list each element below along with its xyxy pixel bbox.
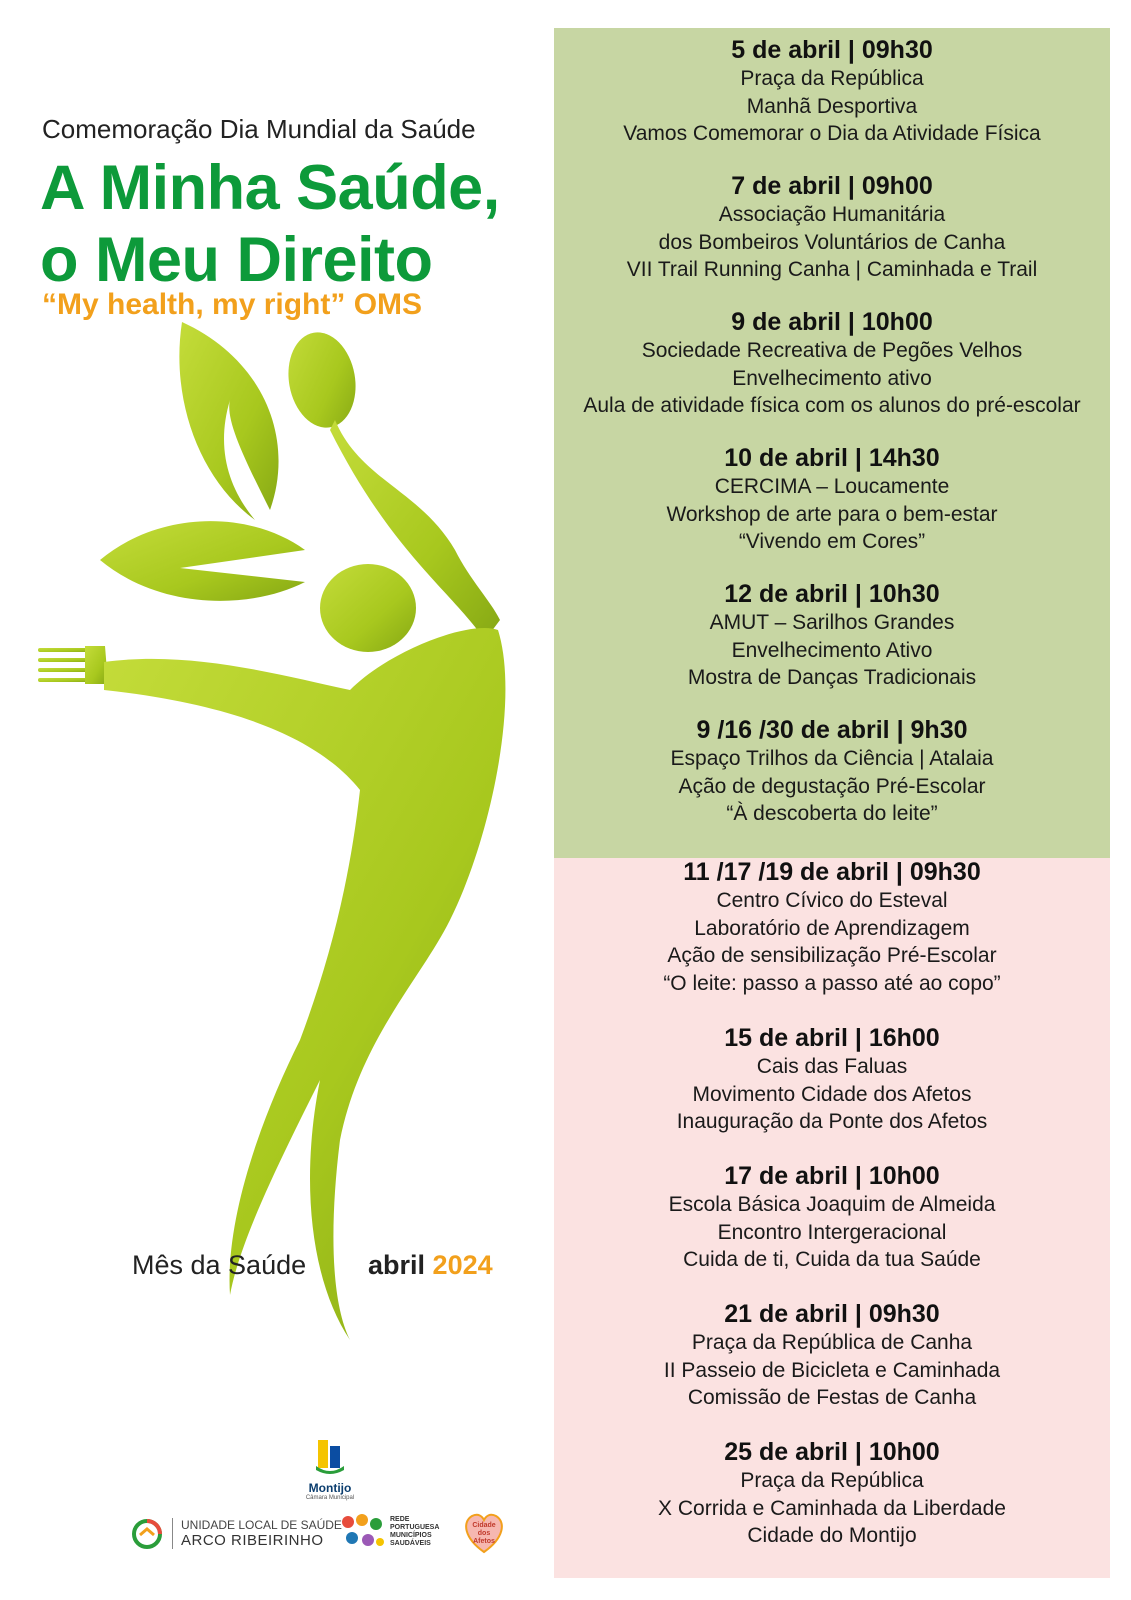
afetos-line-1: Cidade [472, 1522, 496, 1529]
event-detail: Espaço Trilhos da Ciência | Atalaia [670, 747, 994, 770]
poster-left-column [0, 0, 540, 1600]
montijo-logo [298, 1436, 362, 1501]
uls-logo [132, 1518, 342, 1549]
uls-emblem-icon [132, 1519, 162, 1549]
event-detail: Encontro Intergeracional [717, 1220, 947, 1244]
rede-municipios-logo [340, 1512, 439, 1552]
cidade-afetos-logo [460, 1508, 508, 1561]
headline-line-2: o Meu Direito [40, 225, 433, 295]
rede-line-4: SAUDÁVEIS [390, 1540, 431, 1547]
event-detail: Workshop de arte para o bem-estar [666, 502, 998, 526]
event-detail: Ação de sensibilização Pré-Escolar [667, 944, 997, 967]
event-item [554, 716, 1110, 828]
event-detail: Cais das Faluas [756, 1055, 908, 1078]
event-detail: Mostra de Danças Tradicionais [687, 666, 977, 689]
event-item [554, 308, 1110, 420]
month-year [368, 1250, 493, 1281]
event-detail: Envelhecimento Ativo [731, 638, 933, 662]
event-date: 12 de abril | 10h30 [724, 580, 940, 608]
event-detail: Manhã Desportiva [746, 94, 918, 118]
poster-tagline: “My health, my right” OMS [42, 288, 423, 321]
event-date: 17 de abril | 10h00 [724, 1162, 940, 1190]
events-panel-green [554, 28, 1110, 858]
event-detail: AMUT – Sarilhos Grandes [709, 611, 955, 634]
event-detail: Praça da República de Canha [691, 1331, 973, 1354]
montijo-emblem-icon [310, 1436, 350, 1476]
event-detail: Envelhecimento ativo [732, 366, 932, 390]
event-detail: Associação Humanitária [718, 203, 946, 226]
month: abril [368, 1250, 426, 1280]
event-detail: Vamos Comemorar o Dia da Atividade Física [623, 122, 1041, 145]
event-date: 10 de abril | 14h30 [724, 444, 940, 472]
month-label: Mês da Saúde [132, 1250, 307, 1280]
event-detail: X Corrida e Caminhada da Liberdade [658, 1496, 1006, 1520]
event-detail: VII Trail Running Canha | Caminhada e Trail [626, 258, 1038, 281]
montijo-name: Montijo [308, 1481, 352, 1495]
event-detail: “O leite: passo a passo até ao copo” [663, 971, 1001, 995]
event-item [554, 444, 1110, 556]
event-date: 9 /16 /30 de abril | 9h30 [696, 716, 968, 744]
poster-subtitle: Comemoração Dia Mundial da Saúde [42, 114, 476, 144]
event-item [554, 36, 1110, 148]
afetos-text [460, 1522, 508, 1546]
event-date: 11 /17 /19 de abril | 09h30 [683, 858, 981, 886]
event-detail: II Passeio de Bicicleta e Caminhada [663, 1358, 1001, 1382]
event-item [554, 172, 1110, 284]
event-item [554, 1300, 1110, 1412]
uls-line-2: ARCO RIBEIRINHO [181, 1532, 324, 1549]
event-detail: Cidade do Montijo [747, 1524, 917, 1547]
event-date: 21 de abril | 09h30 [724, 1300, 940, 1328]
event-item [554, 1162, 1110, 1274]
event-detail: “À descoberta do leite” [726, 802, 938, 825]
event-detail: Aula de atividade física com os alunos do pré-escolar [583, 394, 1081, 417]
event-date: 25 de abril | 10h00 [724, 1438, 940, 1466]
event-detail: Laboratório de Aprendizagem [694, 916, 970, 940]
event-detail: “Vivendo em Cores” [738, 530, 926, 553]
year: 2024 [432, 1250, 493, 1280]
uls-line-1: UNIDADE LOCAL DE SAÚDE [181, 1518, 342, 1532]
rede-emblem-icon [340, 1512, 386, 1552]
event-detail: Inauguração da Ponte dos Afetos [676, 1110, 988, 1133]
rede-line-3: MUNICÍPIOS [390, 1532, 432, 1539]
event-detail: Praça da República [740, 67, 924, 90]
rede-line-2: PORTUGUESA [390, 1524, 440, 1531]
event-item [554, 580, 1110, 692]
event-detail: Movimento Cidade dos Afetos [692, 1082, 972, 1106]
event-date: 5 de abril | 09h30 [731, 36, 933, 64]
event-date: 7 de abril | 09h00 [731, 172, 933, 200]
event-detail: CERCIMA – Loucamente [714, 475, 950, 498]
montijo-subtitle: Câmara Municipal [305, 1495, 355, 1501]
event-item [554, 1438, 1110, 1550]
event-detail: Escola Básica Joaquim de Almeida [668, 1193, 996, 1216]
event-item [554, 1024, 1110, 1136]
healthy-figure-illustration [30, 320, 530, 1360]
event-date: 15 de abril | 16h00 [724, 1024, 940, 1052]
event-detail: Praça da República [740, 1469, 924, 1492]
event-item [554, 858, 1110, 997]
events-panel-pink [554, 858, 1110, 1578]
event-date: 9 de abril | 10h00 [731, 308, 933, 336]
poster-headline [40, 152, 500, 296]
event-detail: Sociedade Recreativa de Pegões Velhos [641, 339, 1023, 362]
event-detail: Comissão de Festas de Canha [687, 1386, 977, 1409]
event-detail: Cuida de ti, Cuida da tua Saúde [683, 1248, 981, 1271]
afetos-line-2: dos [477, 1530, 491, 1537]
event-detail: dos Bombeiros Voluntários de Canha [658, 230, 1006, 254]
headline-line-1: A Minha Saúde, [40, 153, 500, 223]
event-detail: Centro Cívico do Esteval [716, 889, 948, 912]
rede-line-1: REDE [390, 1516, 410, 1523]
event-detail: Ação de degustação Pré-Escolar [678, 774, 986, 798]
afetos-line-3: Afetos [473, 1538, 495, 1545]
